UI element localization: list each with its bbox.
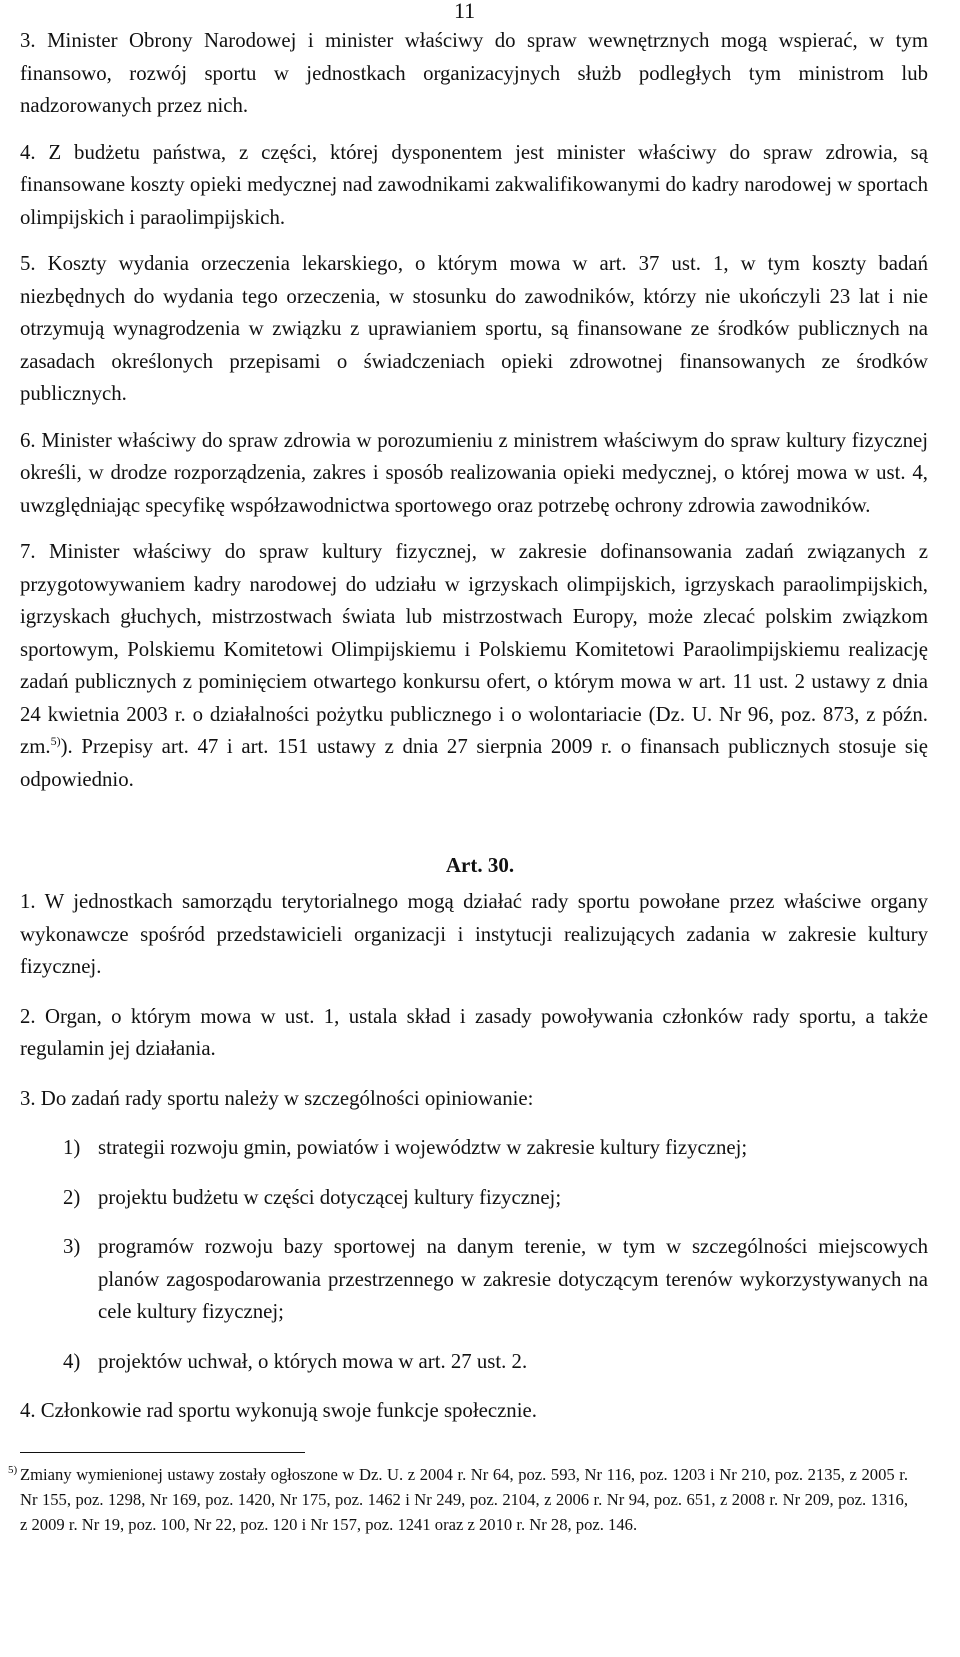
paragraph-4: 4. Z budżetu państwa, z części, której dysponentem jest minister właściwy do spraw zdrowia, są finansowane koszty opieki medycznej nad zawodnikami zakwalifikowanymi do kadry narodowej w sportach olimpijskich i paraolimpijskich. (20, 140, 928, 229)
footnote-divider (20, 1452, 305, 1453)
list-item (20, 1231, 928, 1329)
list-item-text: projektu budżetu w części dotyczącej kultury fizycznej; (98, 1185, 562, 1209)
art30-paragraph-1: 1. W jednostkach samorządu terytorialnego mogą działać rady sportu powołane przez właściwe organy wykonawcze spośród przedstawicieli organizacji i instytucji realizujących zadania w zakresie kultury fizycznej. (20, 890, 928, 978)
paragraph-7 (20, 536, 928, 796)
section-art29-continuation (20, 25, 928, 810)
list-item-text: projektów uchwał, o których mowa w art. 27 ust. 2. (98, 1349, 528, 1373)
list-item-number: 3) (63, 1235, 81, 1258)
list-item (20, 1132, 928, 1165)
footnote (8, 1462, 908, 1537)
list-item-text: programów rozwoju bazy sportowej na danym terenie, w tym w szczególności miejscowych planów zagospodarowania przestrzennego w zakresie dotyczącym terenów wykorzystywanych na cele kultury fizycznej; (98, 1235, 928, 1323)
list-item (20, 1346, 928, 1379)
footnote-mark: 5) (8, 1464, 18, 1476)
paragraph-7-text-a: 7. Minister właściwy do spraw kultury fizycznej, w zakresie dofinansowania zadań związanych z przygotowywaniem kadry narodowej do udziału w igrzyskach olimpijskich, igrzyskach paraolimpijskich, igrzyskach głuchych, mistrzostwach świata lub mistrzostwach Europy, może zlecać polskim związkom sportowym, Polskiemu Komitetowi Olimpijskiemu i Polskiemu Komitetowi Paraolimpijskiemu realizację zadań publicznych z pominięciem otwartego konkursu ofert, o którym mowa w art. 11 ust. 2 ustawy z dnia 24 kwietnia 2003 r. o działalności pożytku publicznego i o wolontariacie (Dz. U. Nr 96, poz. 873, z późn. zm. (20, 540, 928, 758)
paragraph-5: 5. Koszty wydania orzeczenia lekarskiego, o którym mowa w art. 37 ust. 1, w tym koszty badań niezbędnych do wydania tego orzeczenia, w stosunku do zawodników, którzy nie ukończyli 23 lat i nie otrzymują wynagrodzenia w związku z uprawianiem sportu, są finansowane ze środków publicznych na zasadach określonych przepisami o świadczeniach opieki zdrowotnej finansowanych ze środków publicznych. (20, 252, 928, 405)
footnote-text: Zmiany wymienionej ustawy zostały ogłoszone w Dz. U. z 2004 r. Nr 64, poz. 593, Nr 116, poz. 1203 i Nr 210, poz. 2135, z 2005 r. Nr 155, poz. 1298, Nr 169, poz. 1420, Nr 175, poz. 1462 i Nr 249, poz. 2104, z 2006 r. Nr 94, poz. 651, z 2008 r. Nr 209, poz. 1316, z 2009 r. Nr 19, poz. 100, Nr 22, poz. 120 i Nr 157, poz. 1241 oraz z 2010 r. Nr 28, poz. 146. (20, 1465, 908, 1534)
list-item-number: 2) (63, 1185, 81, 1209)
list-item-number: 1) (63, 1136, 81, 1159)
art30-item-list (20, 1132, 928, 1378)
footnote-reference: 5) (50, 734, 61, 749)
paragraph-3: 3. Minister Obrony Narodowej i minister właściwy do spraw wewnętrznych mogą wspierać, w tym finansowo, rozwój sportu w jednostkach organizacyjnych służb podległych tym ministrom lub nadzorowanych przez nich. (20, 29, 928, 117)
list-item (20, 1182, 928, 1215)
section-art30 (20, 886, 928, 1445)
list-item-number: 4) (63, 1349, 81, 1373)
page-number: 11 (454, 0, 476, 23)
art30-paragraph-2: 2. Organ, o którym mowa w ust. 1, ustala skład i zasady powoływania członków rady sportu, a także regulamin jej działania. (20, 1004, 928, 1060)
article-heading: Art. 30. (445, 853, 515, 877)
art30-paragraph-4: 4. Członkowie rad sportu wykonują swoje funkcje społecznie. (20, 1399, 537, 1422)
art30-paragraph-3: 3. Do zadań rady sportu należy w szczególności opiniowanie: (20, 1086, 534, 1110)
paragraph-7-text-b: ). Przepisy art. 47 i art. 151 ustawy z dnia 27 sierpnia 2009 r. o finansach publicznych stosuje się odpowiednio. (20, 735, 928, 791)
paragraph-6: 6. Minister właściwy do spraw zdrowia w porozumieniu z ministrem właściwym do spraw kultury fizycznej określi, w drodze rozporządzenia, zakres i sposób realizowania opieki medycznej, o której mowa w ust. 4, uwzględniając specyfikę współzawodnictwa sportowego oraz potrzebę ochrony zdrowia zawodników. (20, 428, 928, 517)
list-item-text: strategii rozwoju gmin, powiatów i województw w zakresie kultury fizycznej; (98, 1136, 748, 1159)
